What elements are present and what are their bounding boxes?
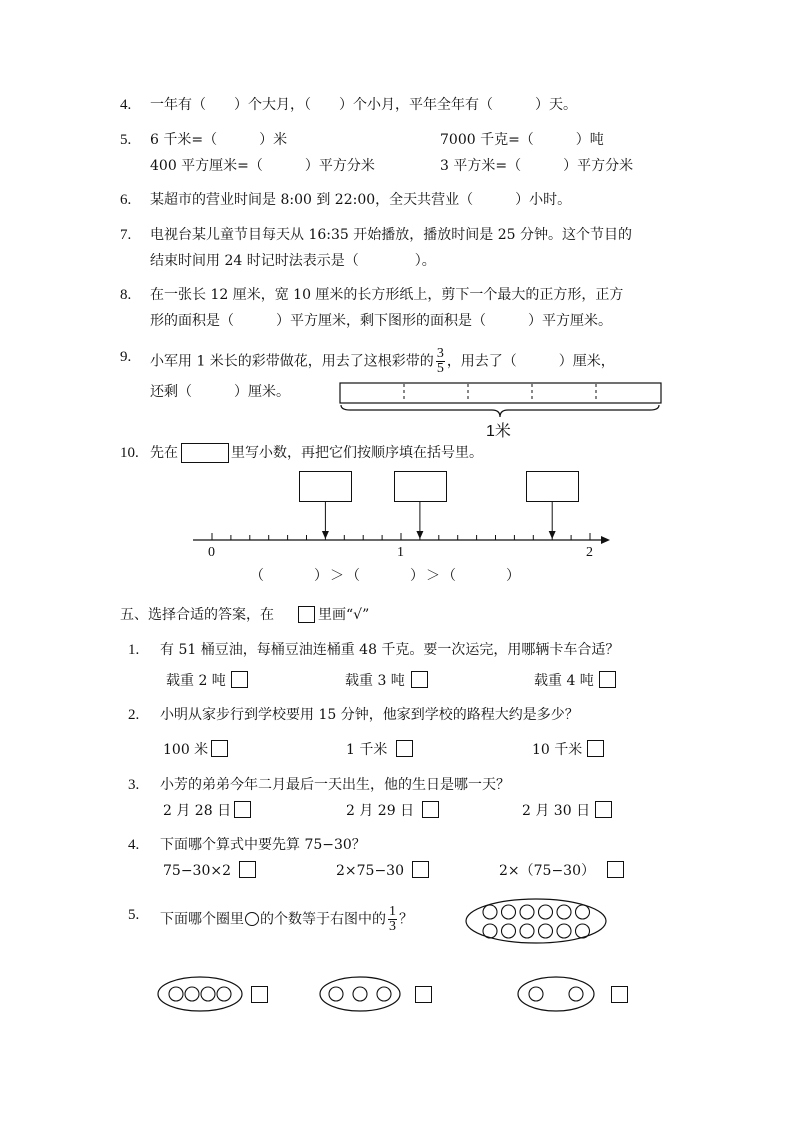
s5-q5-checkbox-b[interactable] <box>415 986 432 1003</box>
reference-circle <box>576 905 590 919</box>
s5-q5-fraction-denominator: 3 <box>389 919 396 934</box>
option-circle <box>217 987 231 1001</box>
q7-text-line2: 结束时间用 24 时记时法表示是（ ）。 <box>150 253 436 269</box>
q5-km-to-m: 6 千米=（ ）米 <box>150 132 288 148</box>
s5-q3-option-b: 2 月 29 日 <box>346 803 415 819</box>
option-circle <box>201 987 215 1001</box>
option-circle <box>353 987 367 1001</box>
option-ellipse-a <box>158 977 242 1011</box>
s5-q2-option-a: 100 米 <box>163 742 209 758</box>
reference-circle <box>557 905 571 919</box>
s5-q1-option-a: 载重 2 吨 <box>166 673 226 689</box>
s5-q3-option-c: 2 月 30 日 <box>522 803 591 819</box>
q9-fraction-denominator: 5 <box>436 361 444 376</box>
s5-q3-option-a: 2 月 28 日 <box>163 803 232 819</box>
option-circle <box>169 987 183 1001</box>
s5-q5-text-c: ？ <box>399 911 413 928</box>
s5-q5-fraction-numerator: 1 <box>389 904 396 919</box>
reference-circle <box>576 924 590 938</box>
option-circle <box>529 987 543 1001</box>
reference-circle <box>483 905 497 919</box>
q5-m2-to-dm2: 3 平方米=（ ）平方分米 <box>440 158 634 174</box>
reference-circle <box>502 905 516 919</box>
reference-circle <box>539 905 553 919</box>
q9-fraction-numerator: 3 <box>436 346 444 361</box>
s5-q5-checkbox-a[interactable] <box>251 986 268 1003</box>
q9-text-a: 小军用 1 米长的彩带做花，用去了这根彩带的 <box>150 353 434 370</box>
s5-q5-number: 5. <box>128 907 140 923</box>
s5-q2-text: 小明从家步行到学校要用 15 分钟，他家到学校的路程大约是多少？ <box>160 707 579 723</box>
q8-text-line2: 形的面积是（ ）平方厘米，剩下图形的面积是（ ）平方厘米。 <box>150 313 612 329</box>
order-blanks: （ ）＞（ ）＞（ ） <box>250 568 522 584</box>
reference-circle <box>483 924 497 938</box>
q8-number: 8. <box>120 287 132 303</box>
option-circle <box>377 987 391 1001</box>
q10-text-a: 先在 <box>150 445 178 461</box>
section5-title-a: 五、选择合适的答案，在 <box>120 607 274 623</box>
s5-q2-option-c: 10 千米 <box>532 742 583 758</box>
reference-circle <box>520 924 534 938</box>
s5-q4-option-b: 2×75−30 <box>336 863 404 879</box>
s5-q2-number: 2. <box>128 707 140 723</box>
s5-q3-text: 小芳的弟弟今年二月最后一天出生，他的生日是哪一天？ <box>160 777 510 793</box>
q5-cm2-to-dm2: 400 平方厘米=（ ）平方分米 <box>150 158 375 174</box>
q9-text-line2: 还剩（ ）厘米。 <box>150 384 290 400</box>
s5-q4-number: 4. <box>128 837 140 853</box>
reference-circle <box>539 924 553 938</box>
s5-q4-text: 下面哪个算式中要先算 75−30？ <box>160 837 366 853</box>
q4-text: 一年有（ ）个大月，（ ）个小月，平年全年有（ ）天。 <box>150 97 577 113</box>
s5-q5-checkbox-c[interactable] <box>611 986 628 1003</box>
q10-text-b: 里写小数，再把它们按顺序填在括号里。 <box>231 445 483 461</box>
q7-text-line1: 电视台某儿童节目每天从 16:35 开始播放，播放时间是 25 分钟。这个节目的 <box>150 227 632 243</box>
s5-q4-option-c: 2×（75−30） <box>499 863 595 879</box>
tick-label-0: 0 <box>208 545 215 560</box>
q6-text: 某超市的营业时间是 8:00 到 22:00，全天共营业（ ）小时。 <box>150 192 572 208</box>
option-circle <box>569 987 583 1001</box>
s5-q5-text-a: 下面哪个圈里 <box>160 911 244 928</box>
q10-number: 10. <box>120 445 139 461</box>
ribbon-length-label: 1米 <box>486 423 511 440</box>
q9-number: 9. <box>120 349 132 365</box>
s5-q4-option-a: 75−30×2 <box>163 863 231 879</box>
q9-text-b: ，用去了（ ）厘米， <box>446 353 615 370</box>
s5-q1-option-c: 载重 4 吨 <box>534 673 594 689</box>
q8-text-line1: 在一张长 12 厘米，宽 10 厘米的长方形纸上，剪下一个最大的正方形，正方 <box>150 287 624 303</box>
s5-q2-option-b: 1 千米 <box>346 742 388 758</box>
s5-q1-text: 有 51 桶豆油，每桶豆油连桶重 48 千克。要一次运完，用哪辆卡车合适？ <box>160 642 620 658</box>
q5-number: 5. <box>120 132 132 148</box>
s5-q1-option-b: 载重 3 吨 <box>345 673 405 689</box>
q4-number: 4. <box>120 97 132 113</box>
option-circle <box>185 987 199 1001</box>
reference-circle <box>557 924 571 938</box>
reference-circle <box>502 924 516 938</box>
reference-circle <box>520 905 534 919</box>
q5-kg-to-t: 7000 千克=（ ）吨 <box>440 132 604 148</box>
q6-number: 6. <box>120 192 132 208</box>
s5-q3-number: 3. <box>128 777 140 793</box>
s5-q5-text-b: 的个数等于右图中的 <box>260 911 386 928</box>
option-ellipse-b <box>320 977 400 1011</box>
option-circle <box>329 987 343 1001</box>
q7-number: 7. <box>120 227 132 243</box>
section5-title-b: 里画“√” <box>318 607 370 623</box>
tick-label-2: 2 <box>586 545 593 560</box>
s5-q1-number: 1. <box>128 642 140 658</box>
tick-label-1: 1 <box>397 545 404 560</box>
